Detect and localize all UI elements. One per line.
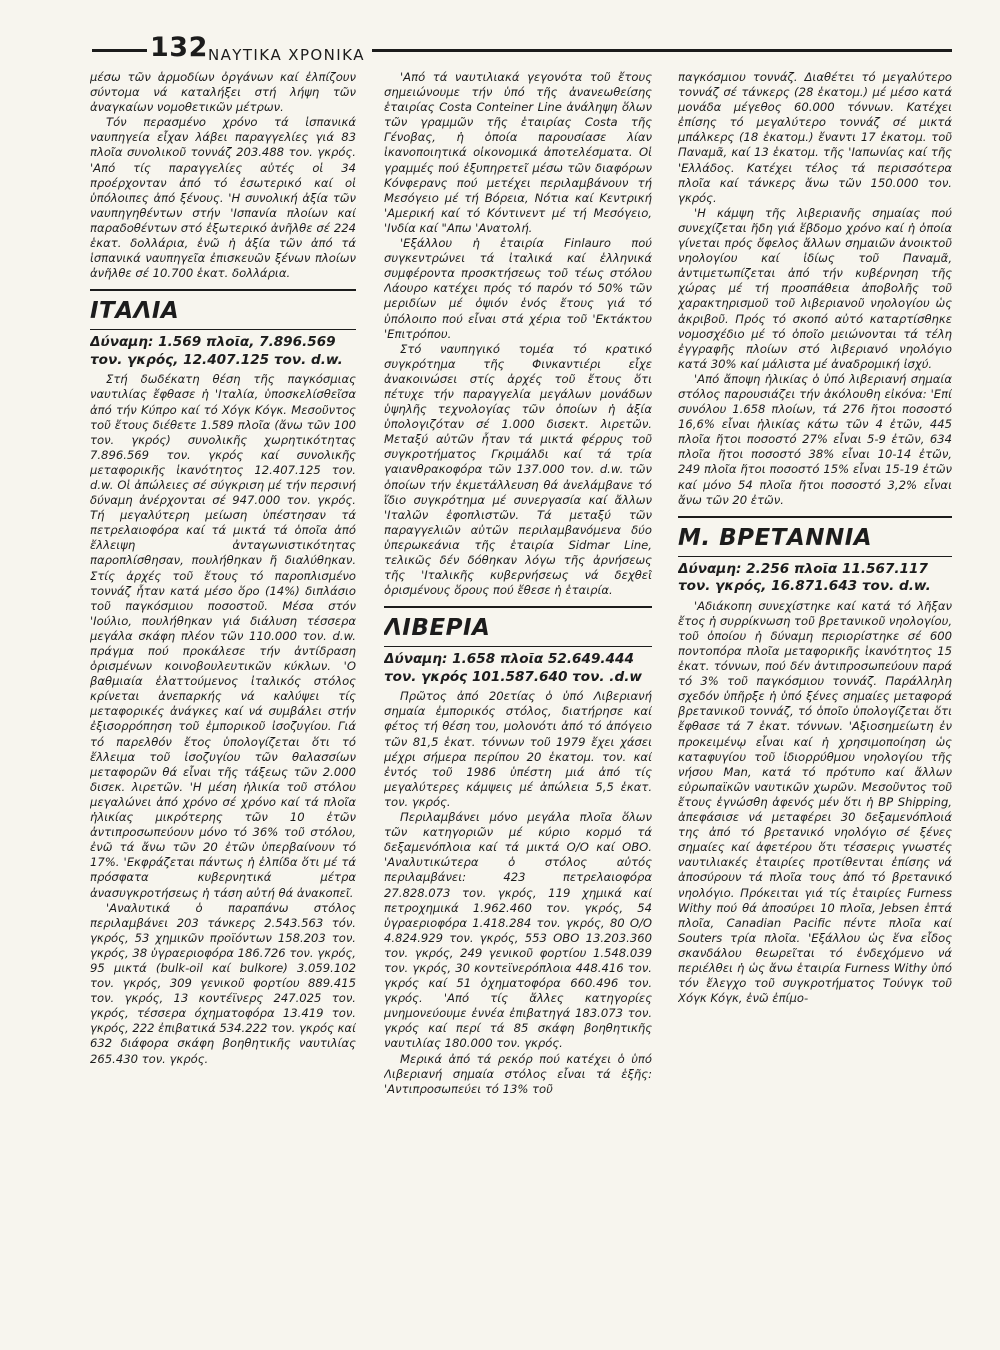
section-title-underline [384,646,652,647]
section-title-italy: ΙΤΑΛΙΑ [90,298,180,325]
section-title-uk: Μ. ΒΡΕΤΑΝΝΙΑ [678,524,873,551]
section-title-liberia: ΛΙΒΕΡΙΑ [384,615,491,642]
paragraph: 'Από ἄποψη ἡλικίας ὁ ὑπό λιβεριανή σημαία στόλος παρουσιάζει τήν ἀκόλουθη εἰκόνα: 'Επί συνόλου 1.658 πλοίων, τά 276 ἤτοι ποσοστό 16,6% εἶναι ἡλικίας κάτω τῶν 4 ἐτῶν, 445 πλοῖα ἤτοι ποσοστό 27% εἶναι 5-9 ἐτῶν, 634 πλοῖα ἤτοι ποσοστό 38% εἶναι 10-14 ἐτῶν, 249 πλοῖα ἤτοι ποσοστό 15% εἶναι 15-19 ἐτῶν καί μόνο 54 πλοῖα ἤτοι ποσοστό 3,2% εἶναι ἄνω τῶν 20 ἐτῶν. [678,371,952,507]
column-1 [90,70,356,1320]
column-2 [384,70,652,1320]
paragraph: παγκόσμιου τοννάζ. Διαθέτει τό μεγαλύτερο τοννάζ σέ τάνκερς (28 ἑκατομ.) μέ μέσο κατά μονάδα μέγεθος 60.000 τόννων. Κατέχει ἐπίσης τό μεγαλύτερο τοννάζ σέ μικτά μπάλκερς (18 ἑκατομ.) ἔναντι 17 ἑκατομ. τοῦ Παναμᾶ, καί 13 ἑκατομ. τῆς 'Ιαπωνίας καί τῆς 'Ελλάδος. Κατέχει τέλος τά περισσότερα πλοῖα καί τάνκερς ἄνω τῶν 150.000 τον. γκρός. [678,70,952,205]
header-rule-right [372,49,952,52]
paragraph: 'Η κάμψη τῆς λιβεριανῆς σημαίας πού συνεχίζεται ἤδη γιά ἕβδομο χρόνο καί ἡ ὁποία γίνεται πρός ὄφελος ἄλλων σημαιῶν ἀνοικτοῦ νηολογίου καί ἰδίως τοῦ Παναμᾶ, ἀντιμετωπίζεται ἀπό τήν κυβέρνηση τῆς χώρας μέ τή προσπάθεια ἀποβολῆς τοῦ χαρακτηρισμοῦ τοῦ λιβεριανοῦ νηολογίου ὡς ἀκριβοῦ. Πρός τό σκοπό αὐτό καταρτίσθηκε νομοσχέδιο μέ τό ὁποῖο μειώνονται τά τέλη ἐγγραφῆς πλοίων στό λιβεριανό νηολόγιο κατά 30% καί μάλιστα μέ ἀναδρομική ἰσχύ. [678,205,952,371]
section-divider [678,516,952,518]
paragraph: Μερικά ἀπό τά ρεκόρ πού κατέχει ὁ ὑπό Λιβεριανή σημαία στόλος εἶναι τά ἑξῆς: 'Αντιπροσωπεύει τό 13% τοῦ [384,1051,652,1096]
section-title-underline [678,556,952,557]
section-summary-uk: Δύναμη: 2.256 πλοῖα 11.567.117 τον. γκρός, 16.871.643 τον. d.w. [678,560,931,595]
magazine-title: ΝΑΥΤΙΚΑ ΧΡΟΝΙΚΑ [208,46,365,64]
section-title-underline [90,329,356,330]
header-rule-left [92,49,147,52]
section-summary-liberia: Δύναμη: 1.658 πλοῖα 52.649.444 τον. γκρός 101.587.640 τον. .d.w [384,651,642,685]
paragraph: 'Από τά ναυτιλιακά γεγονότα τοῦ ἔτους σημειώνουμε τήν ὑπό τῆς ἀνανεωθείσης ἑταιρίας Costa Conteiner Line ἀνάληψη ὅλων τῶν γραμμῶν τῆς ἑταιρίας Costa τῆς Γένοβας, ἡ ὁποία παρουσίασε λίαν ἱκανοποιητικά οἰκονομικά ἀποτελέσματα. Οἱ γραμμές πού ἐξυπηρετεῖ μέσω τῶν διαφόρων Κόνφερανς πού μετέχει περιλαμβάνουν τή Μεσόγειο μέ τή Βόρεια, Νότια καί Κεντρική 'Αμερική καί τό Κόντινεντ μέ τή Μεσόγειο, 'Ινδία καί "Απω 'Ανατολή. [384,70,652,235]
paragraph: Περιλαμβάνει μόνο μεγάλα πλοῖα ὅλων τῶν κατηγοριῶν μέ κύριο κορμό τά δεξαμενόπλοια καί τά μικτά Ο/Ο καί ΟΒΟ. 'Αναλυτικώτερα ὁ στόλος αὐτός περιλαμβάνει: 423 πετρελαιοφόρα 27.828.073 τον. γκρός, 119 χημικά καί πετροχημικά 1.962.460 τον. γκρός, 54 ὑγραεριοφόρα 1.418.284 τον. γκρός, 80 Ο/Ο 4.824.929 τον. γκρός, 553 ΟΒΟ 13.203.360 τον. γκρός, 249 γενικοῦ φορτίου 1.548.039 τον. γκρός, 30 κοντεϊνερόπλοια 448.416 τον. γκρός καί 51 ὀχηματοφόρα 660.496 τον. γκρός. 'Από τίς ἄλλες κατηγορίες μνημονεύουμε ἐννέα ἐπιβατηγά 183.073 τον. γκρός καί περί τά 85 σκάφη βοηθητικῆς ναυτιλίας 180.000 τον. γκρός. [384,810,652,1051]
paragraph: 'Αναλυτικά ὁ παραπάνω στόλος περιλαμβάνει 203 τάνκερς 2.543.563 τόν. γκρός, 53 χημικῶν προϊόντων 158.203 τον. γκρός, 38 ὑγραεριοφόρα 186.726 τον. γκρός, 95 μικτά (bulk-oil καί bulkore) 3.059.102 τον. γκρός, 309 γενικοῦ φορτίου 889.415 τον. γκρός, 13 κοντέϊνερς 247.025 τον. γκρός, τέσσερα όχηματοφόρα 13.419 τον. γκρός, 222 ἐπιβατικά 534.222 τον. γκρός καί 632 διάφορα σκάφη βοηθητικῆς ναυτιλίας 265.430 τον. γκρός. [90,900,356,1066]
paragraph: Στή δωδέκατη θέση τῆς παγκόσμιας ναυτιλίας ἔφθασε ἡ 'Ιταλία, ὑποσκελίσθεῖσα ἀπό τήν Κύπρο καί τό Χόγκ Κόγκ. Μεσοῦντος τοῦ ἔτους διέθετε 1.589 πλοῖα (ἄνω τῶν 100 τον. γκρός) συνολικῆς χωρητικότητας 7.896.569 τον. γκρός καί συνολικῆς μεταφορικῆς ἱκανότητος 12.407.125 τον. d.w. Οἱ ἀπώλειες σέ σύγκριση μέ τήν περσινή δύναμη ἀνέρχονται σέ 947.000 τον. γκρός. Τή μεγαλύτερη μείωση ὑπέστησαν τά πετρελαιοφόρα καί τά μικτά τά ὁποῖα ἀπό ἔλλειψη ἀνταγωνιστικότητας παροπλίσθησαν, πουλήθηκαν ἤ διαλύθηκαν. Στίς ἀρχές τοῦ ἔτους τό παροπλισμένο τοννάζ ἦταν κατά μέσο ὅρο (14%) διπλάσιο τοῦ παγκόσμιου ποσοστοῦ. Μέσα στόν 'Ιούλιο, πουλήθηκαν γιά διάλυση τέσσερα μεγάλα σκάφη πλέον τῶν 110.000 τον. d.w. πράγμα πού προκάλεσε τήν ἀντίδραση ὁρισμένων κοινοβουλευτικῶν κύκλων. 'Ο βαθμιαία ἐλαττούμενος ἰταλικός στόλος κρίνεται ἀνεπαρκής νά καλύψει τίς μεταφορικές ἀνάγκες καί νά συμβάλει στήν ἐξισορρόπηση τοῦ ἐμπορικοῦ ἰσοζυγίου. Γιά τό παρελθόν ἔτος ὑπολογίζεται ὅτι τό ἔλλειμα τοῦ ἰσοζυγίου τῶν θαλασσίων μεταφορῶν θά εἶναι τῆς τάξεως τῶν 2.000 δισεκ. λιρετῶν. 'Η μέση ἡλικία τοῦ στόλου μεγαλώνει ἀπό χρόνο σέ χρόνο καί τά πλοῖα ἡλικίας μικρότερης τῶν 10 ἐτῶν ἀντιπροσωπεύουν μόνο τό 36% τοῦ στόλου, ἐνῶ τά ἄνω τῶν 20 ἐτῶν ὑπερβαίνουν τό 17%. 'Εκφράζεται πάντως ἡ ἐλπίδα ὅτι μέ τά πρόσφατα κυβερνητικά μέτρα ἀνασυγκροτήσεως ἡ τάση αὐτή θά ἀνακοπεῖ. [90,372,356,900]
paragraph: μέσω τῶν ἁρμοδίων ὀργάνων καί ἐλπίζουν σύντομα νά καταλήξει στή λήψη τῶν ἀναγκαίων νομοθετικῶν μέτρων. [90,70,356,115]
paragraph: Στό ναυπηγικό τομέα τό κρατικό συγκρότημα τῆς Φινκαντιέρι εἶχε ἀνακοινώσει στίς ἀρχές τοῦ ἔτους ὅτι πέτυχε τήν παραγγελία μεγάλων μονάδων ὑψηλῆς τεχνολογίας τῶν ὁποίων ἡ ἀξία ὑπολογιζόταν σέ 1.000 δισεκτ. λιρετῶν. Μεταξύ αὐτῶν ἦταν τά μικτά φέρρυς τοῦ συγκροτήματος Γκριμάλδι καί τά τρία γαιανθρακοφόρα τῶν 137.000 τον. d.w. τῶν ὁποίων τήν ἐκμετάλλευση θά ἀνελάμβανε τό ἴδιο συγκρότημα μέ συνεργασία καί ἄλλων 'Ιταλῶν ἐφοπλιστῶν. Τά μεταξύ τῶν παραγγελιῶν αὐτῶν περιλαμβανόμενα δύο ὑπερωκεάνια τῆς ἑταιρία Sidmar Line, τελικῶς δέν δόθηκαν λόγω τῆς ἀρνήσεως τῆς 'Ιταλικῆς κυβερνήσεως νά δεχθεῖ ὁρισμένους ὅρους πού ἔθεσε ἡ ἑταιρία. [384,341,652,598]
paragraph: Τόν περασμένο χρόνο τά ἱσπανικά ναυπηγεία εἶχαν λάβει παραγγελίες γιά 83 πλοῖα συνολικοῦ τοννάζ 203.488 τον. γκρός. 'Από τίς παραγγελίες αὐτές οἱ 34 προέρχονταν ἀπό τό ἐσωτερικό καί οἱ ὑπόλοιπες ἀπό ξένους. 'Η συνολική ἀξία τῶν ναυπηγηθέντων στήν 'Ισπανία πλοίων καί παραδοθέντων στό ἐξωτερικό ἀνῆλθε σέ 224 ἑκατ. δολλάρια, ἐνῶ ἡ ἀξία τῶν ἀπό τά ἱσπανικά ναυπηγεῖα ἐπισκευῶν ξένων πλοίων ἀνῆλθε σέ 10.700 ἑκατ. δολλάρια. [90,115,356,281]
page-header [92,34,952,68]
section-summary-italy: Δύναμη: 1.569 πλοῖα, 7.896.569 τον. γκρός, 12.407.125 τον. d.w. [90,334,343,368]
column-3 [678,70,952,1320]
section-divider [90,289,356,291]
page-number: 132 [150,32,208,63]
paragraph: Πρῶτος ἀπό 20ετίας ὁ ὑπό Λιβεριανή σημαία ἐμπορικός στόλος, διατήρησε καί φέτος τή θέση του, μολονότι ἀπό τό ἀπόγειο τῶν 81,5 ἑκατ. τόννων τοῦ 1979 ἔχει χάσει μέχρι σήμερα περίπου 20 ἑκατομ. τον. καί ἐντός τοῦ 1986 ὑπέστη μιά ἀπό τίς μεγαλύτερες κάμψεις μέ ἀπώλεια 5,5 ἑκατ. τον. γκρός. [384,689,652,809]
section-divider [384,606,652,608]
paragraph: 'Αδιάκοπη συνεχίστηκε καί κατά τό λῆξαν ἔτος ἡ συρρίκνωση τοῦ βρετανικοῦ νηολογίου, τοῦ ὁποίου ἡ δύναμη περιορίστηκε σέ 600 ποντοπόρα πλοῖα μεταφορικῆς ἱκανότητος 15 ἑκατ. τόννων, πού δέν ἀντιπροσωπεύουν παρά τό 3% τοῦ παγκόσμιου τοννάζ. Παράλληλη σχεδόν ὑπῆρξε ἡ ὑπό ξένες σημαίες μεταφορά βρετανικοῦ τοννάζ, τό ὁποῖο ὑπολογίζεται ὅτι ἔφθασε τά 7 ἑκατ. τόννων. 'Αξιοσημείωτη ἐν προκειμένῳ εἶναι καί ἡ χρησιμοποίηση ὡς καταφυγίου τοῦ ἰδιορρύθμου νηολογίου τῆς νήσου Man, κατά τό πρότυπο καί ἄλλων εὐρωπαϊκῶν ναυτικῶν χωρῶν. Μεσοῦντος τοῦ ἔτους ἐγνώσθη ἀφενός μέν ὅτι ἡ BP Shipping, ἀπεφάσισε νά μεταφέρει 30 δεξαμενόπλοιά της ἀπό τό βρετανικό νηολόγιο σέ ξένες σημαίες καί ἀφετέρου ὅτι τέσσερις γνωστές ναυτιλιακές ἑταιρίες προτίθενται ἐπίσης νά ἀποσύρουν τά πλοῖα τους ἀπό τό βρετανικό νηολόγιο. Πρόκειται γιά τίς ἑταιρίες Furness Withy πού θά ἀποσύρει 10 πλοῖα, Jebsen ἑπτά πλοῖα, Canadian Pacific πέντε πλοῖα καί Souters τρία πλοῖα. 'Εξάλλου ὡς ἕνα εἶδος σκανδάλου θεωρεῖται τό ἐνδεχόμενο νά περιέλθει ἡ ὡς ἄνω ἑταιρία Furness Withy ὑπό τόν ἔλεγχο τοῦ συγκροτήματος Τούνγκ τοῦ Χόγκ Κόγκ, ἐνῶ ἐπίμο- [678,598,952,1006]
paragraph: 'Εξάλλου ἡ ἑταιρία Finlauro πού συγκεντρώνει τά ἰταλικά καί ἑλληνικά συμφέροντα προσκτήσεως τοῦ τέως στόλου Λάουρο κατέχει πρός τό παρόν τό 50% τῶν μεριδίων μέ ὀψιόν ἑνός ἔτους γιά τό ὑπόλοιπο πού εἶναι στά χέρια τοῦ 'Εκτάκτου 'Επιτρόπου. [384,236,652,341]
